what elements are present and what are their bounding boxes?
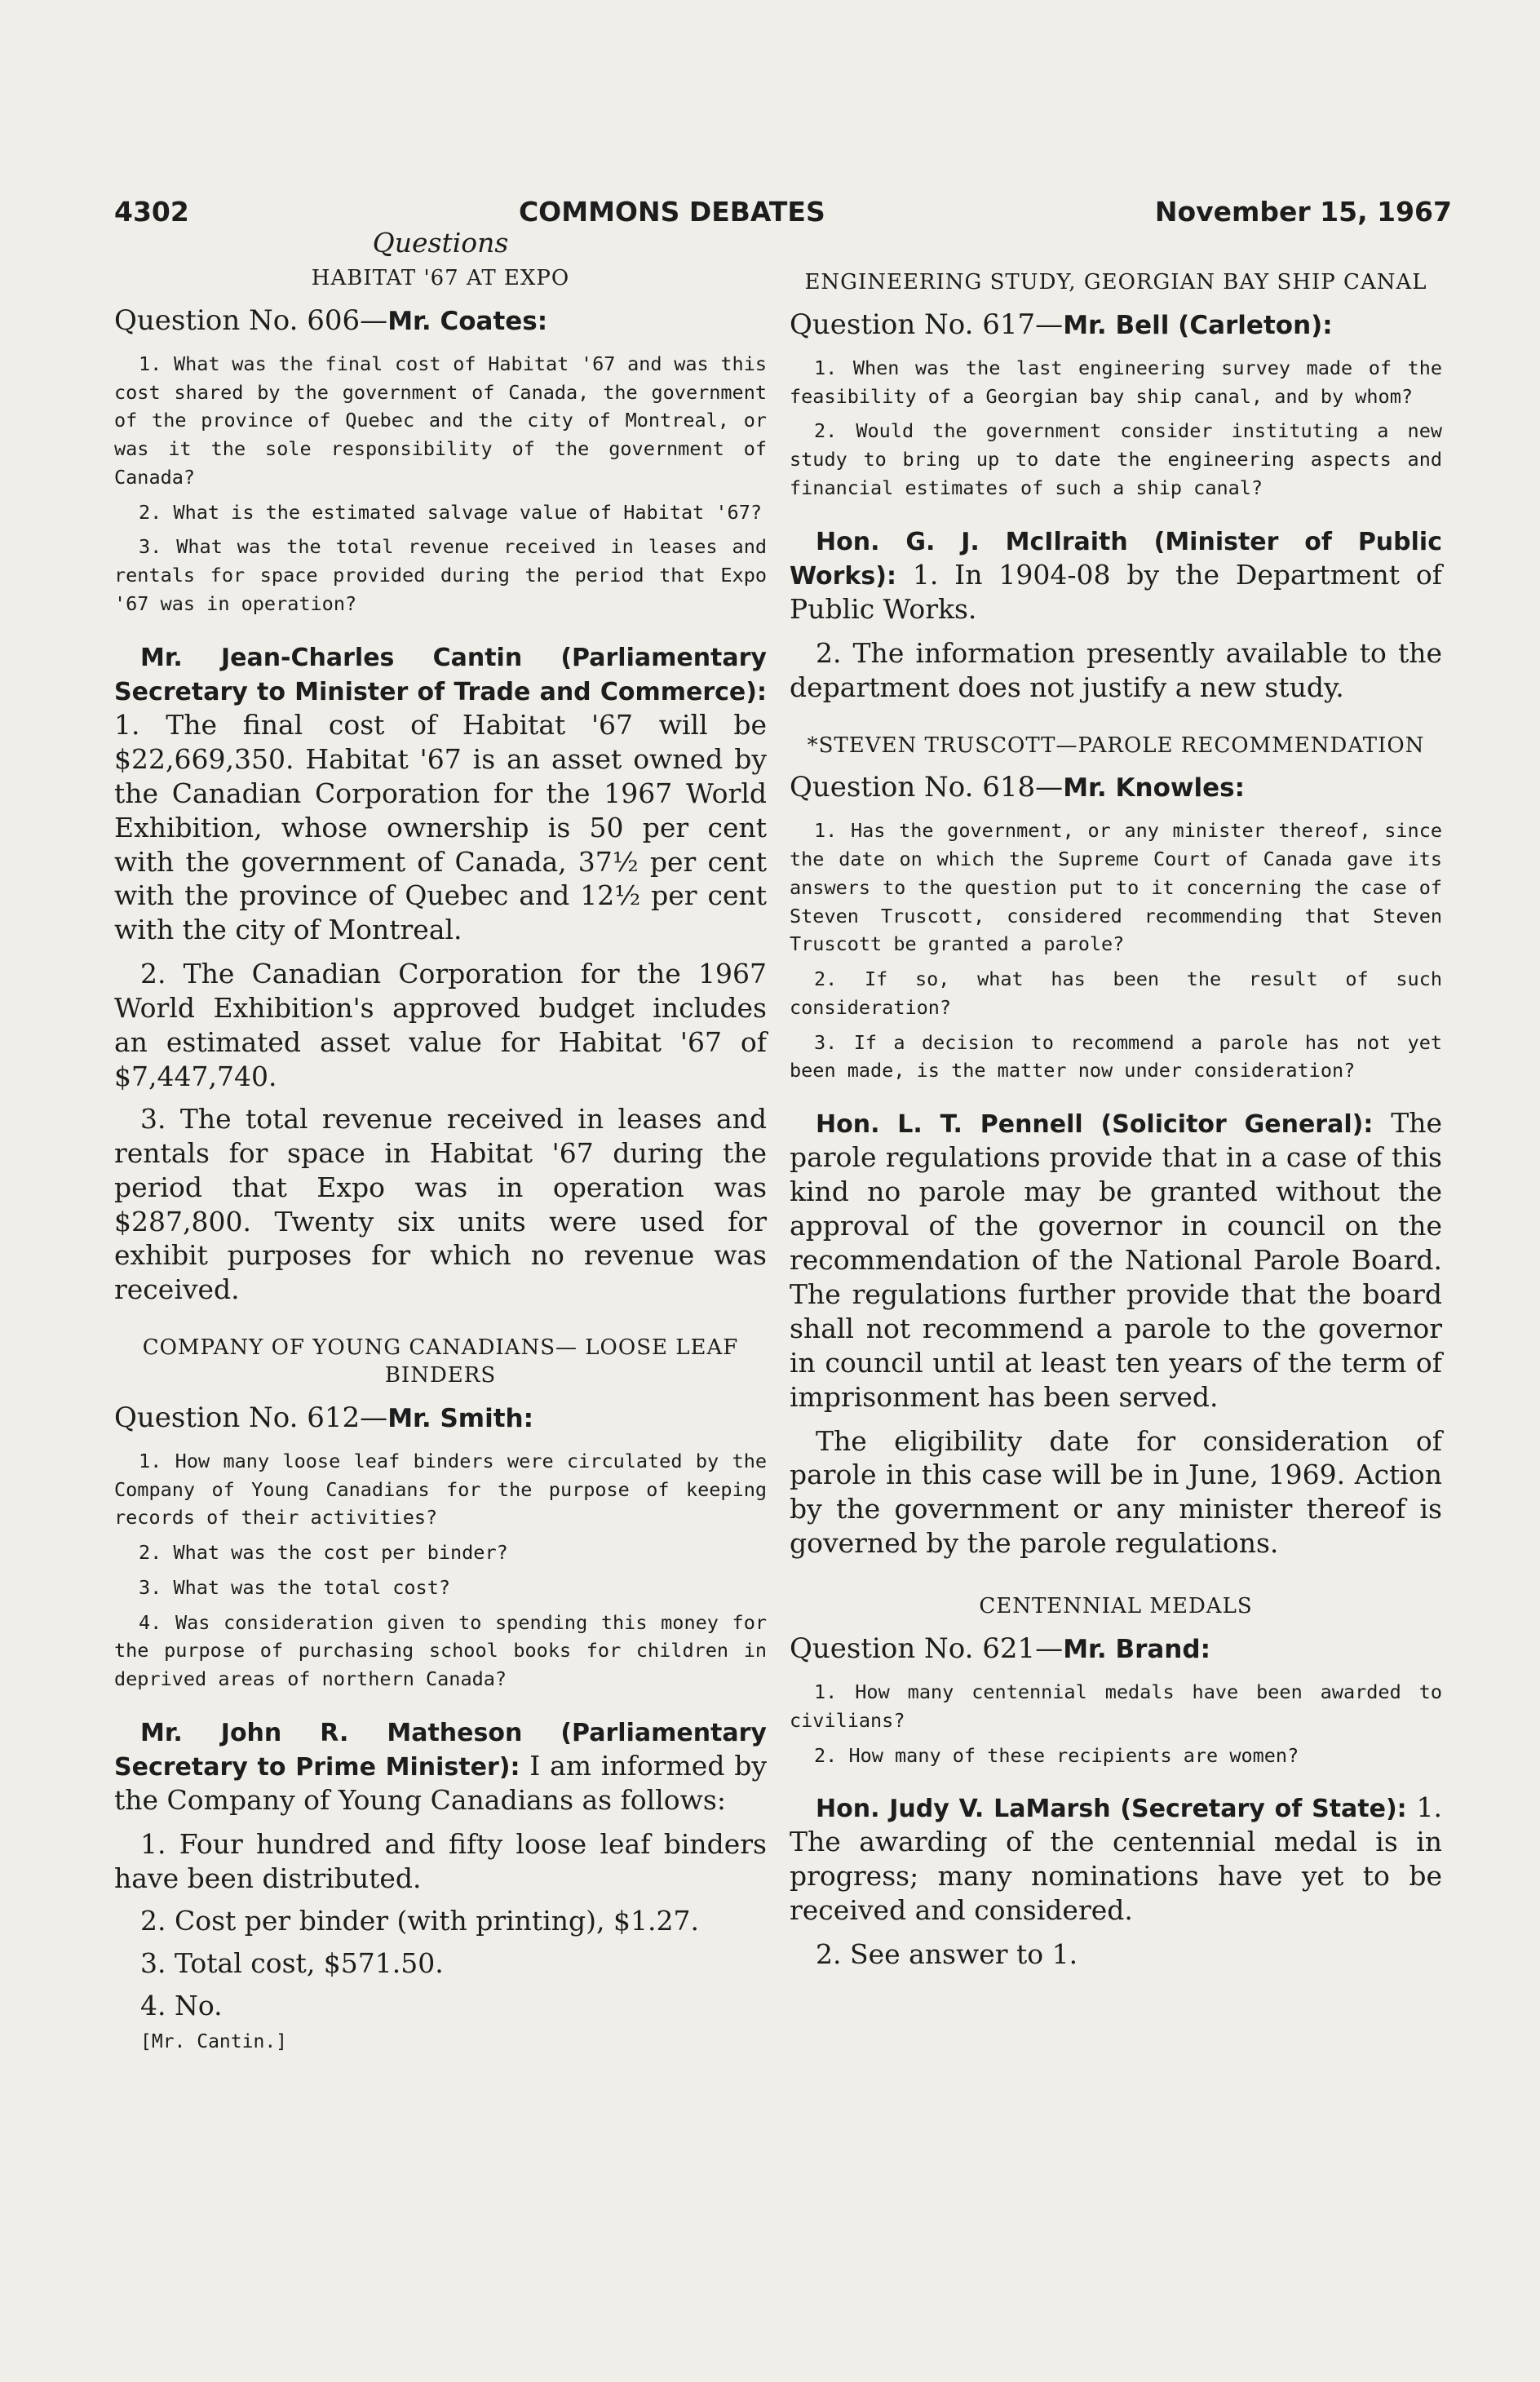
question-item: 2. If so, what has been the result of such consideration? bbox=[790, 967, 1442, 1019]
question-item: 3. What was the total cost? bbox=[139, 1575, 451, 1599]
question-line bbox=[790, 308, 1442, 341]
question-asker: Mr. Coates: bbox=[387, 306, 548, 336]
answer-paragraph bbox=[114, 1715, 767, 1817]
medals-section bbox=[790, 1593, 1442, 1972]
question-line bbox=[114, 304, 767, 337]
section-heading: *STEVEN TRUSCOTT—PAROLE RECOMMENDATION bbox=[807, 733, 1425, 758]
question-item: 2. What was the cost per binder? bbox=[139, 1541, 508, 1565]
question-item: 2. What is the estimated salvage value of Habitat '67? bbox=[139, 500, 763, 524]
answer-paragraph bbox=[114, 640, 767, 948]
answer-paragraph bbox=[790, 524, 1442, 626]
question-item: 1. When was the last engineering survey made of the feasibility of a Georgian bay ship canal, and by whom? bbox=[790, 356, 1442, 408]
answer-item: 2. Cost per binder (with printing), $1.27. bbox=[140, 1904, 699, 1937]
answer-item: 4. No. bbox=[140, 1989, 223, 2021]
answer-item: The eligibility date for consideration of parole in this case will be in June, 1969. Action by the government or any minister thereof is governed by the parole regulations. bbox=[790, 1424, 1442, 1560]
question-number: Question No. 606— bbox=[114, 303, 388, 337]
question-number: Question No. 617— bbox=[790, 308, 1064, 341]
answer-item: 2. The information presently available to the department does not justify a new study. bbox=[790, 636, 1442, 703]
question-item: 3. If a decision to recommend a parole has not yet been made, is the matter now under consideration? bbox=[790, 1030, 1442, 1083]
publication-date: November 15, 1967 bbox=[1154, 196, 1452, 228]
answer-text: 1. The final cost of Habitat '67 will be $22,669,350. Habitat '67 is an asset owned by the Canadian Corporation for the 1967 World Exhibition, whose ownership is 50 per cent with the government of Canada, 37½ per cent with the province of Quebec and 12½ per cent with the city of Montreal. bbox=[114, 708, 767, 946]
speaker-name: Hon. L. T. Pennell (Solicitor General): bbox=[816, 1110, 1374, 1140]
answer-item: 3. Total cost, $571.50. bbox=[140, 1946, 444, 1979]
question-line bbox=[790, 1632, 1442, 1665]
answer-item: 3. The total revenue received in leases and rentals for space in Habitat '67 during the period that Expo was in operation was $287,800. Twenty six units were used for exhibit purposes for which no revenue was received. bbox=[114, 1102, 767, 1306]
question-number: Question No. 618— bbox=[790, 771, 1064, 804]
speaker-name: Mr. Jean-Charles Cantin (Parliamentary Secretary to Minister of Trade and Commerce): bbox=[114, 643, 767, 706]
question-line bbox=[790, 771, 1442, 804]
speaker-name: Hon. G. J. McIlraith (Minister of Public Works): bbox=[790, 527, 1442, 591]
speaker-reference: [Mr. Cantin.] bbox=[140, 2030, 288, 2052]
truscott-section bbox=[790, 733, 1442, 1561]
question-line bbox=[114, 1401, 767, 1434]
answer-paragraph bbox=[790, 1106, 1442, 1414]
question-asker: Mr. Brand: bbox=[1063, 1634, 1210, 1664]
question-asker: Mr. Knowles: bbox=[1063, 773, 1245, 804]
section-heading: HABITAT '67 AT EXPO bbox=[311, 266, 570, 290]
answer-paragraph bbox=[790, 1791, 1442, 1928]
question-number: Question No. 621— bbox=[790, 1632, 1064, 1665]
answer-item: 2. See answer to 1. bbox=[816, 1938, 1078, 1971]
answer-item: 2. The Canadian Corporation for the 1967 World Exhibition's approved budget includes an estimated asset value for Habitat '67 of $7,447,740. bbox=[114, 958, 767, 1092]
page-number: 4302 bbox=[114, 196, 189, 228]
question-item: 4. Was consideration given to spending this money for the purpose of purchasing school books for children in deprived areas of northern Canada? bbox=[114, 1610, 767, 1691]
question-item: 3. What was the total revenue received in leases and rentals for space provided during the period that Expo '67 was in operation? bbox=[114, 535, 767, 615]
binders-section bbox=[114, 1335, 767, 2052]
question-item: 1. Has the government, or any minister thereof, since the date on which the Supreme Court of Canada gave its answers to the question put to it concerning the case of Steven Truscott, considered recommending that Steven Truscott be granted a parole? bbox=[790, 819, 1442, 956]
answer-text: I am informed by the Company of Young Canadians as follows: bbox=[114, 1750, 768, 1817]
question-asker: Mr. Smith: bbox=[387, 1403, 534, 1433]
question-asker: Mr. Bell (Carleton): bbox=[1063, 310, 1333, 340]
question-item: 1. How many loose leaf binders were circulated by the Company of Young Canadians for the purpose of keeping records of their activities? bbox=[114, 1449, 767, 1530]
question-item: 2. Would the government consider instituting a new study to bring up to date the engineering aspects and financial estimates of such a ship canal? bbox=[790, 419, 1442, 499]
answer-text: 1. The awarding of the centennial medal is in progress; many nominations have yet to be received and considered. bbox=[790, 1791, 1442, 1927]
answer-text: 1. In 1904-08 by the Department of Public Works. bbox=[790, 558, 1442, 625]
question-item: 1. What was the final cost of Habitat '67 and was this cost shared by the government of Canada, the government of the province of Quebec and the city of Montreal, or was it the sole responsibility of the government of Canada? bbox=[114, 352, 767, 489]
habitat-section bbox=[114, 265, 767, 1307]
question-item: 1. How many centennial medals have been awarded to civilians? bbox=[790, 1680, 1442, 1732]
section-heading: COMPANY OF YOUNG CANADIANS— LOOSE LEAF BINDERS bbox=[142, 1335, 739, 1388]
right-column bbox=[790, 227, 1442, 1980]
question-number: Question No. 612— bbox=[114, 1401, 388, 1434]
section-heading: ENGINEERING STUDY, GEORGIAN BAY SHIP CANAL bbox=[804, 270, 1427, 294]
speaker-name: Mr. John R. Matheson (Parliamentary Secretary to Prime Minister): bbox=[114, 1719, 767, 1782]
answer-text: The parole regulations provide that in a case of this kind no parole may be granted without the approval of the governor in council on the recommendation of the National Parole Board. The regulations further provide that the board shall not recommend a parole to the governor in council until at least ten years of the term of imprisonment has been served. bbox=[790, 1107, 1442, 1413]
answer-item: 1. Four hundred and fifty loose leaf binders have been distributed. bbox=[114, 1828, 767, 1894]
left-column bbox=[114, 227, 767, 2052]
speaker-name: Hon. Judy V. LaMarsh (Secretary of State): bbox=[816, 1795, 1407, 1824]
question-item: 2. How many of these recipients are women? bbox=[814, 1743, 1299, 1767]
section-title: Questions bbox=[372, 227, 509, 259]
section-heading: CENTENNIAL MEDALS bbox=[979, 1594, 1253, 1619]
publication-title: COMMONS DEBATES bbox=[518, 196, 825, 228]
canal-section bbox=[790, 269, 1442, 705]
